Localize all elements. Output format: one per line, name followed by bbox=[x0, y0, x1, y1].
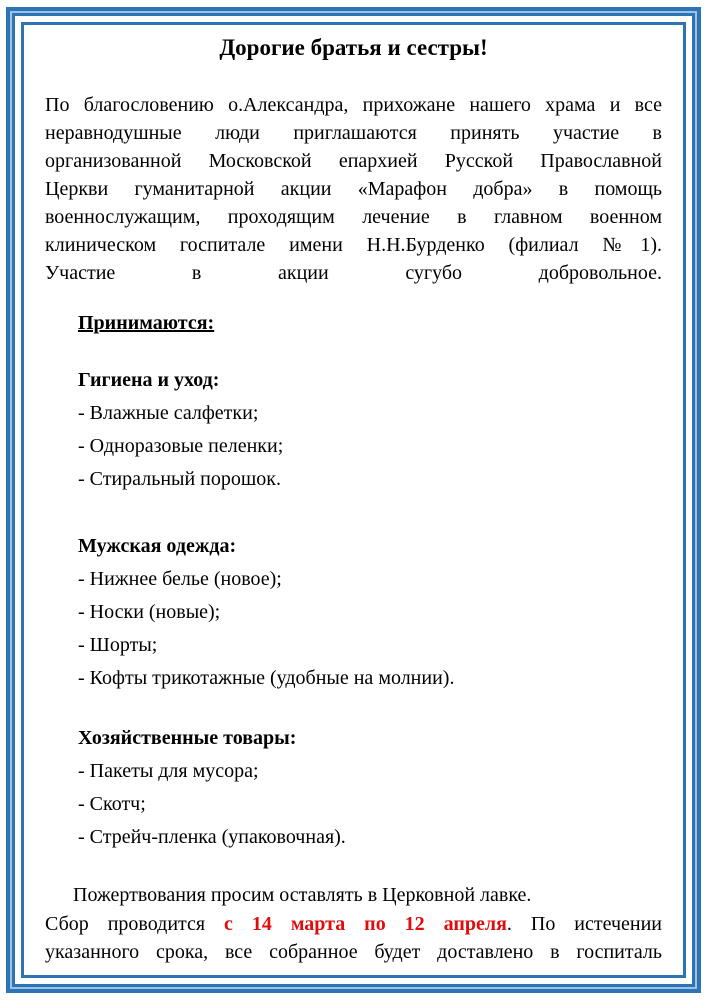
page-title: Дорогие братья и сестры! bbox=[219, 35, 488, 60]
intro-line: организованной Московской епархией Русской Православной bbox=[45, 150, 662, 172]
collection-dates-highlight: с 14 марта по 12 апреля bbox=[224, 913, 507, 935]
list-item: - Стрейч-пленка (упаковочная). bbox=[78, 826, 346, 848]
closing-line: указанного срока, все собранное будет доставлено в госпиталь bbox=[45, 941, 662, 963]
accepted-heading: Принимаются: bbox=[78, 312, 215, 334]
section-heading: Мужская одежда: bbox=[78, 535, 237, 557]
intro-line: неравнодушные люди приглашаются принять участие в bbox=[45, 122, 662, 144]
list-item: - Пакеты для мусора; bbox=[78, 760, 259, 782]
list-item: - Носки (новые); bbox=[78, 601, 221, 623]
content-border-frame bbox=[21, 22, 686, 978]
outer-border-frame bbox=[6, 7, 701, 993]
intro-line: клиническом госпитале имени Н.Н.Бурденко (филиал №1). bbox=[45, 234, 662, 256]
closing-line bbox=[45, 910, 662, 938]
section-household-goods bbox=[78, 722, 662, 854]
intro-line: Церкви гуманитарной акции «Марафон добра» в помощь bbox=[45, 178, 662, 200]
middle-light-border-frame bbox=[10, 11, 697, 989]
inner-border-frame bbox=[12, 13, 695, 987]
section-mens-clothing bbox=[78, 530, 662, 695]
list-item: - Одноразовые пеленки; bbox=[78, 435, 284, 457]
list-item: - Нижнее белье (новое); bbox=[78, 568, 282, 590]
section-heading: Хозяйственные товары: bbox=[78, 727, 297, 749]
intro-line: По благословению о.Александра, прихожане нашего храма и все bbox=[45, 94, 662, 116]
list-item: - Шорты; bbox=[78, 634, 158, 656]
closing-paragraph bbox=[45, 910, 662, 966]
closing-text-before: Сбор проводится bbox=[45, 913, 225, 935]
section-hygiene bbox=[78, 364, 662, 496]
intro-line: военнослужащим, проходящим лечение в главном военном bbox=[45, 206, 662, 228]
donation-note: Пожертвования просим оставлять в Церковной лавке. bbox=[73, 884, 532, 906]
list-item: - Скотч; bbox=[78, 793, 146, 815]
intro-line: Участие в акции сугубо добровольное. bbox=[45, 262, 662, 284]
closing-text-after: . По истечении bbox=[506, 913, 663, 935]
list-item: - Кофты трикотажные (удобные на молнии). bbox=[78, 667, 455, 689]
list-item: - Влажные салфетки; bbox=[78, 402, 259, 424]
section-heading: Гигиена и уход: bbox=[78, 369, 220, 391]
intro-paragraph bbox=[45, 91, 662, 287]
list-item: - Стиральный порошок. bbox=[78, 468, 281, 490]
